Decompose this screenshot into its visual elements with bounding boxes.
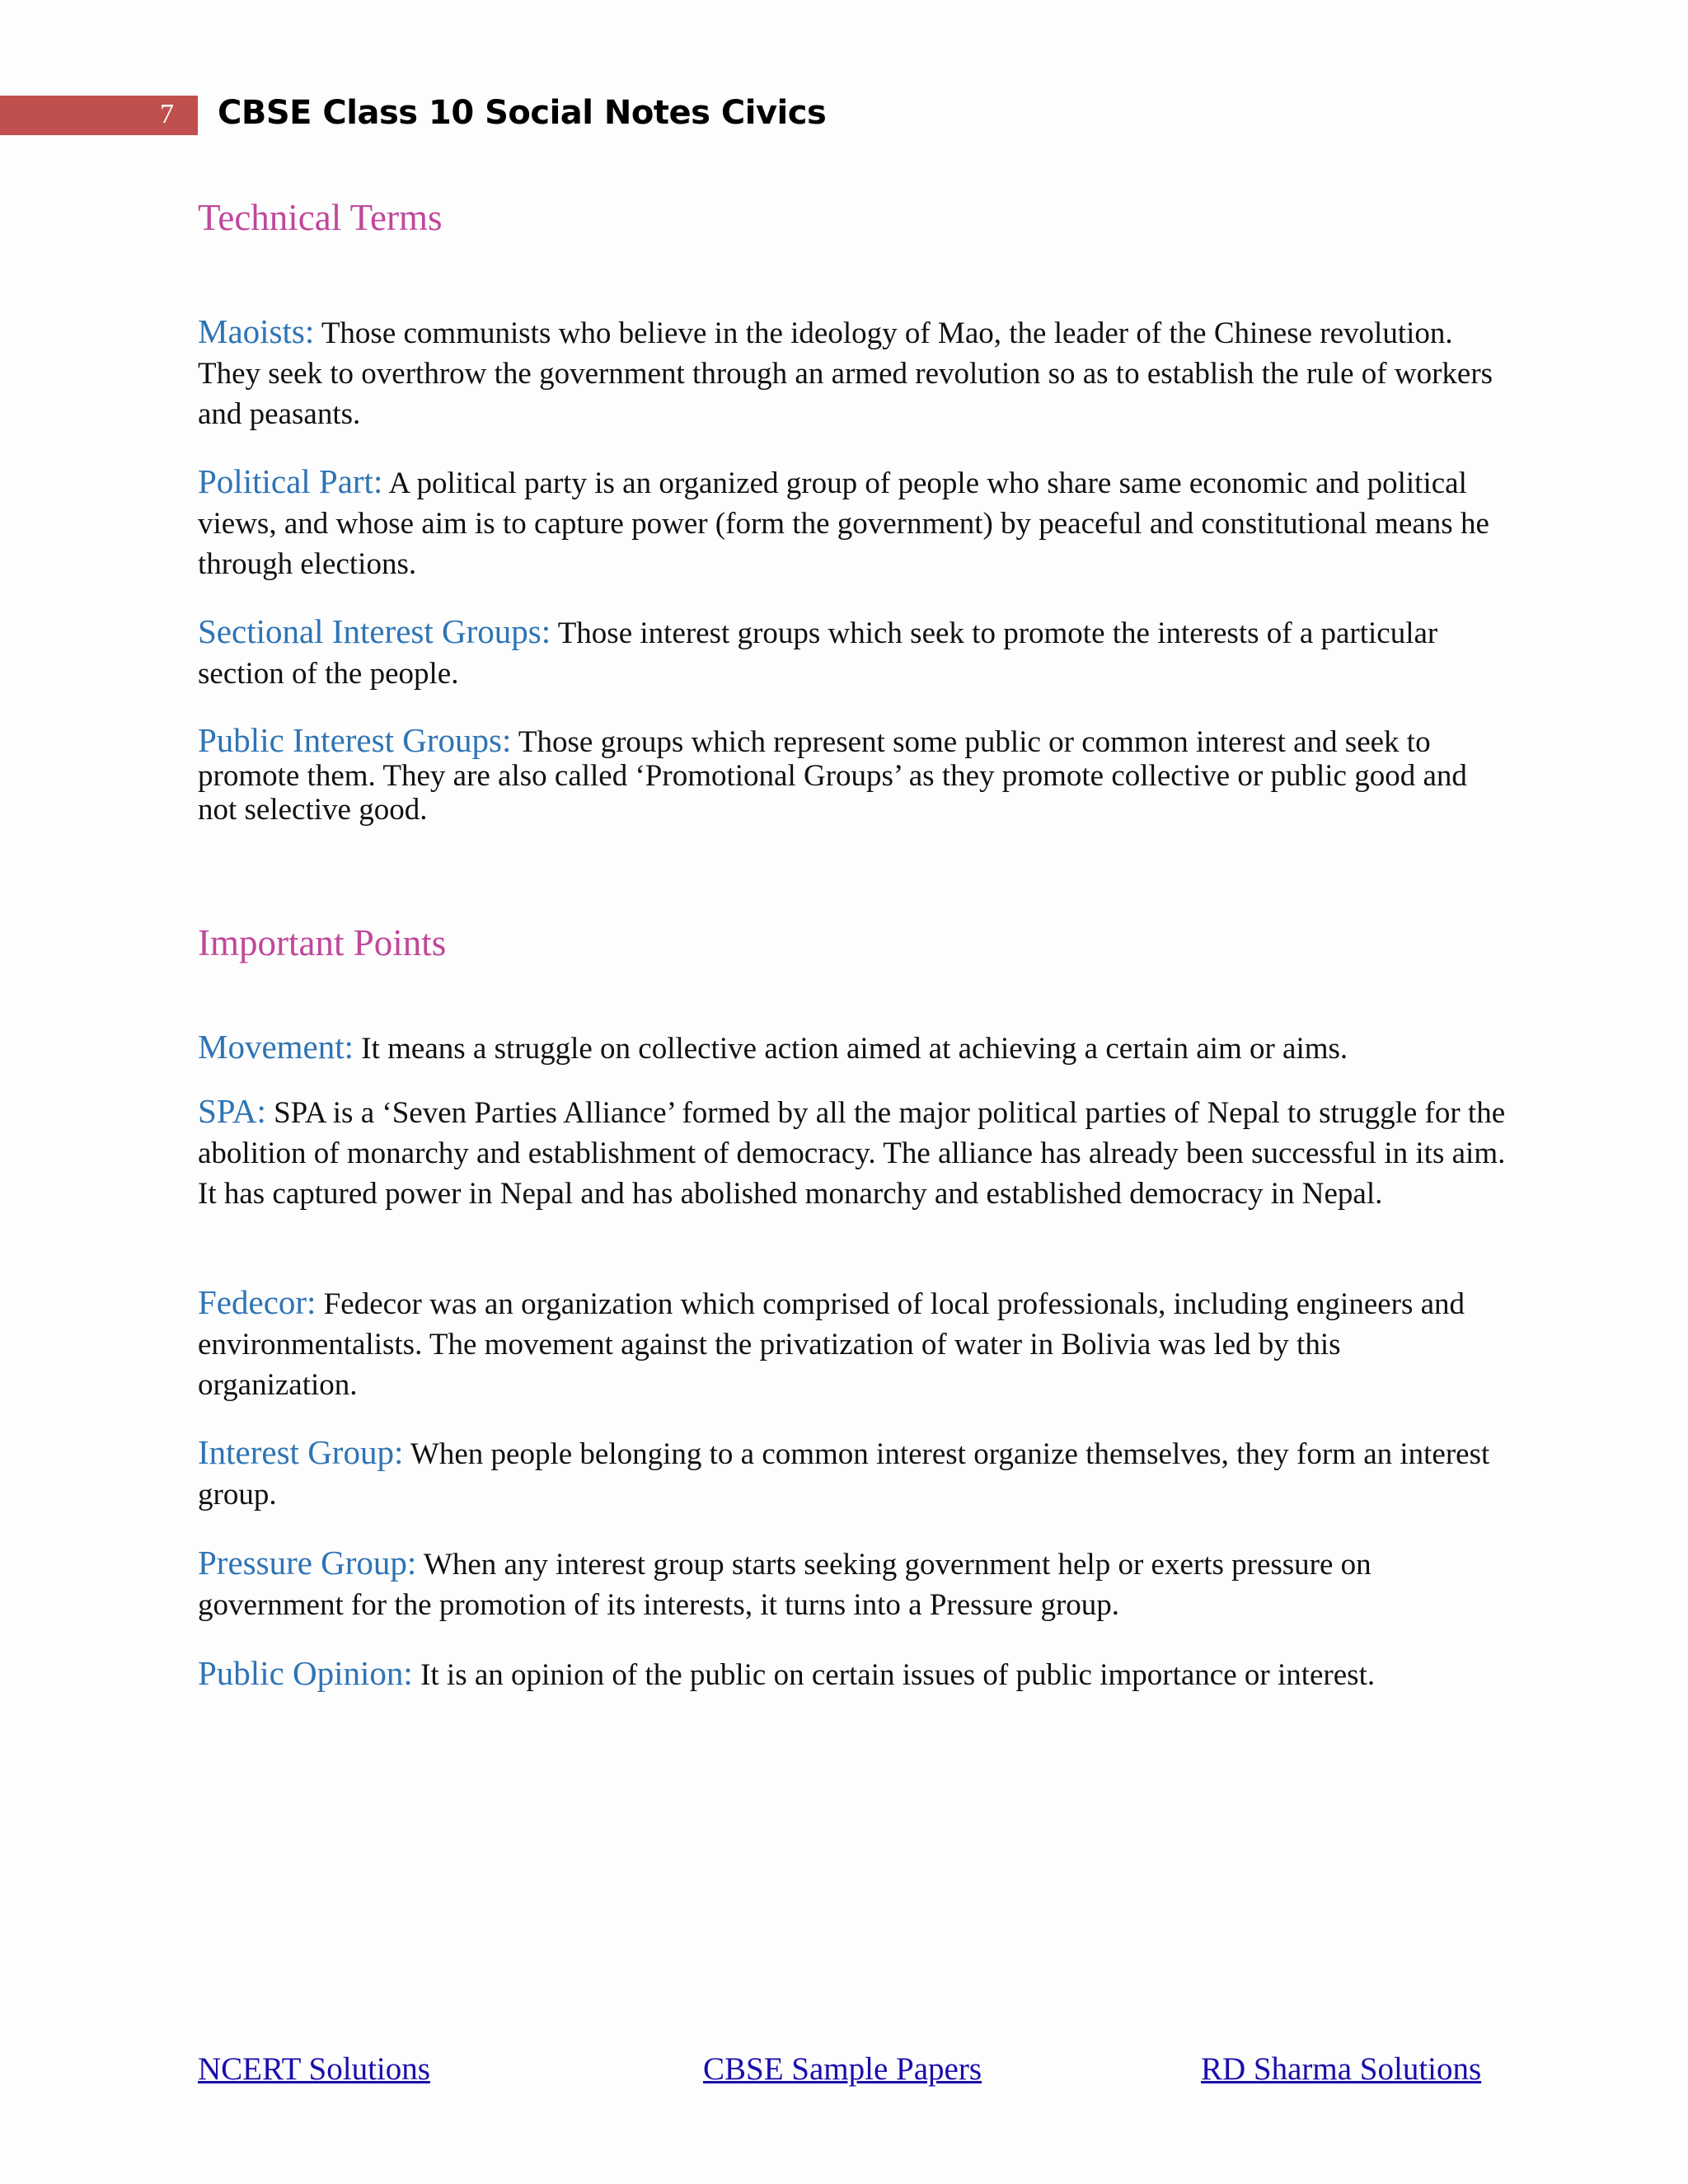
term-definition: Those interest groups which seek to promote the interests of a particular section of the people.: [198, 616, 1438, 691]
term-label: SPA:: [198, 1092, 266, 1130]
point-entry-pressure-group: [198, 1543, 1500, 1625]
point-entry-public-opinion: [198, 1653, 1533, 1695]
term-label: Maoists:: [198, 312, 315, 350]
point-entry-spa: [198, 1091, 1517, 1214]
term-label: Interest Group:: [198, 1433, 404, 1471]
term-label: Fedecor:: [198, 1283, 316, 1321]
term-definition: Those groups which represent some public or common interest and seek to promote them. They are also called ‘Promotional Groups’ as they promote collective or public good and not selective good.: [198, 725, 1467, 827]
term-entry-public-interest-groups: [198, 721, 1500, 827]
rd-sharma-solutions-link[interactable]: RD Sharma Solutions: [1201, 2051, 1482, 2087]
section-heading-important-points: Important Points: [198, 922, 447, 963]
page-number: 7: [160, 99, 174, 129]
term-entry-maoists: [198, 312, 1500, 434]
term-label: Political Part:: [198, 462, 383, 500]
term-definition: It means a struggle on collective action aimed at achieving a certain aim or aims.: [354, 1032, 1348, 1066]
point-entry-interest-group: [198, 1432, 1500, 1515]
term-definition: Those communists who believe in the ideology of Mao, the leader of the Chinese revolution. They seek to overthrow the government through an armed revolution so as to establish the rule of workers and peasants.: [198, 316, 1493, 431]
term-entry-sectional-interest-groups: [198, 612, 1500, 694]
term-entry-political-party: [198, 462, 1500, 584]
section-heading-technical-terms: Technical Terms: [198, 197, 443, 238]
term-definition: A political party is an organized group of people who share same economic and political views, and whose aim is to capture power (form the government) by peaceful and constitutional means he through elections.: [198, 466, 1489, 581]
term-definition: Fedecor was an organization which comprised of local professionals, including engineers and environmentalists. The movement against the privatization of water in Bolivia was led by this organization.: [198, 1287, 1465, 1402]
document-title: CBSE Class 10 Social Notes Civics: [218, 94, 827, 132]
term-label: Pressure Group:: [198, 1544, 417, 1582]
term-label: Public Opinion:: [198, 1654, 413, 1692]
cbse-sample-papers-link[interactable]: CBSE Sample Papers: [703, 2051, 982, 2087]
term-definition: When any interest group starts seeking government help or exerts pressure on government for the promotion of its interests, it turns into a Pressure group.: [198, 1548, 1372, 1622]
point-entry-fedecor: [198, 1282, 1500, 1405]
term-definition: SPA is a ‘Seven Parties Alliance’ formed by all the major political parties of Nepal to struggle for the abolition of monarchy and establishment of democracy. The alliance has already been successful in its aim. It has captured power in Nepal and has abolished monarchy and established democracy in Nepal.: [198, 1096, 1506, 1211]
ncert-solutions-link[interactable]: NCERT Solutions: [198, 2051, 430, 2087]
term-label: Movement:: [198, 1028, 354, 1066]
footer-links: [0, 2050, 1688, 2092]
point-entry-movement: [198, 1027, 1500, 1069]
term-definition: It is an opinion of the public on certain issues of public importance or interest.: [412, 1658, 1376, 1692]
term-definition: When people belonging to a common interest organize themselves, they form an interest group.: [198, 1437, 1490, 1511]
term-label: Public Interest Groups:: [198, 721, 512, 759]
term-label: Sectional Interest Groups:: [198, 612, 551, 650]
